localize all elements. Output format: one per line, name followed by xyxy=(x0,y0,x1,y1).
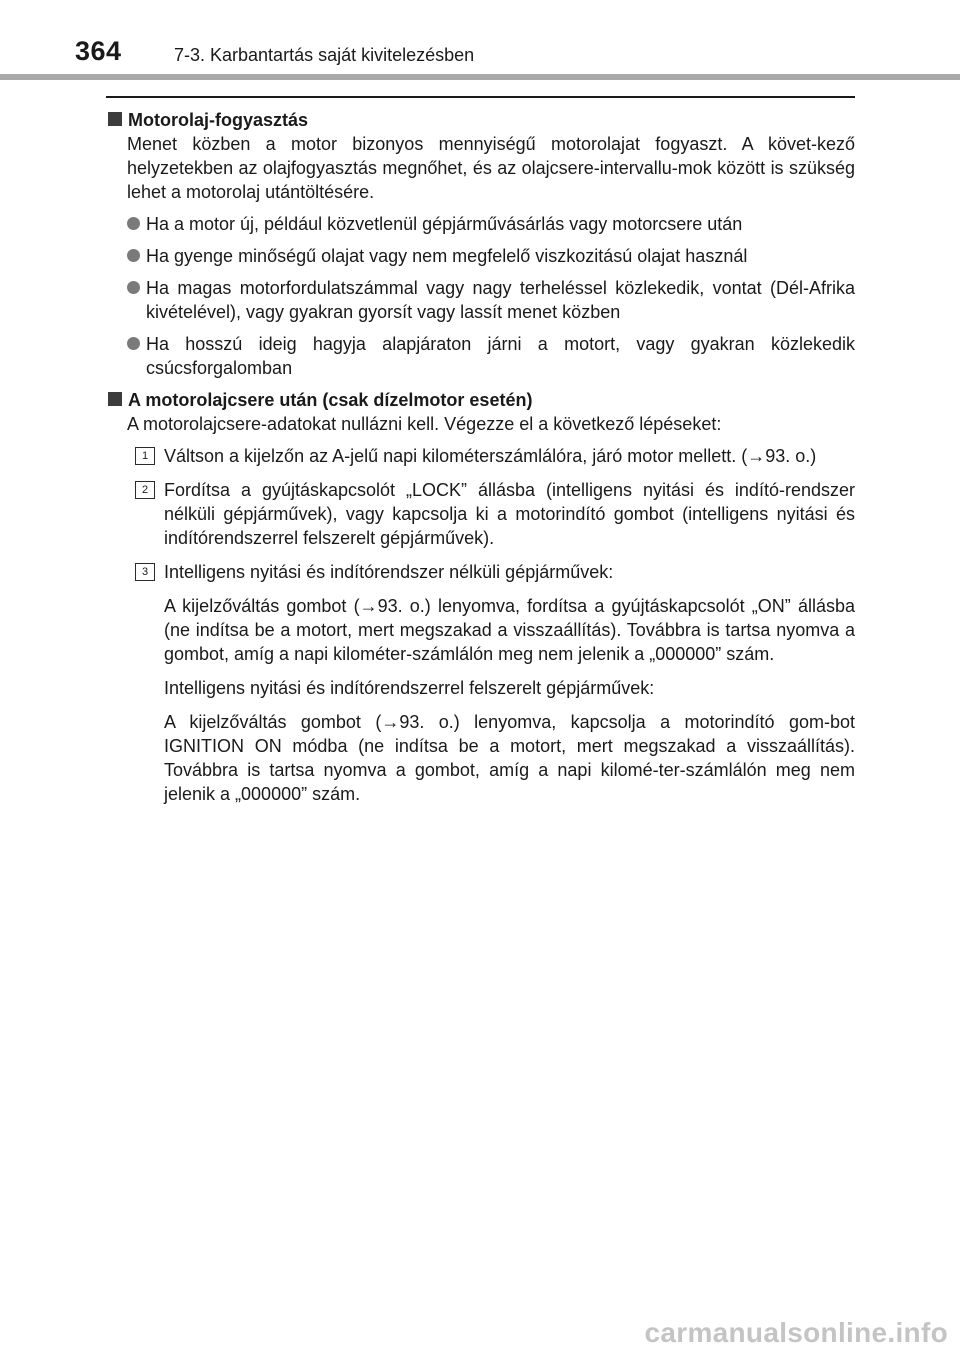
step-body xyxy=(164,444,855,468)
list-item-text: Ha a motor új, például közvetlenül gépjárművásárlás vagy motorcsere után xyxy=(146,214,743,234)
section-intro: Menet közben a motor bizonyos mennyiségű motorolajat fogyaszt. A követ-kező helyzetekben az olajfogyasztás megnőhet, és az olajcsere-intervallu-mok között is szükség lehet a motorolaj utántöltésére. xyxy=(127,134,855,202)
step-number-box: 3 xyxy=(135,563,155,581)
section-oil-consumption xyxy=(106,108,855,380)
step-item xyxy=(135,478,855,550)
bullet-list xyxy=(106,212,855,380)
list-item-text: Ha hosszú ideig hagyja alapjáraton járni a motort, vagy gyakran közlekedik csúcsforgalomban xyxy=(146,334,855,378)
round-bullet-icon xyxy=(127,281,140,294)
list-item xyxy=(127,276,855,324)
step-list xyxy=(106,444,855,806)
page-content xyxy=(106,108,855,816)
page-header xyxy=(0,0,960,80)
list-item-text: Ha magas motorfordulatszámmal vagy nagy terheléssel közlekedik, vontat (Dél-Afrika kivételével), vagy gyakran gyorsít vagy lassít menet közben xyxy=(146,278,855,322)
section-intro: A motorolajcsere-adatokat nullázni kell. Végezze el a következő lépéseket: xyxy=(127,414,722,434)
header-rule xyxy=(0,74,960,80)
step-number-box: 2 xyxy=(135,481,155,499)
square-bullet-icon xyxy=(108,112,122,126)
list-item-text: Ha gyenge minőségű olajat vagy nem megfelelő viszkozitású olajat használ xyxy=(146,246,748,266)
section-heading xyxy=(106,388,855,412)
step-text: Intelligens nyitási és indítórendszer nélküli gépjárművek: xyxy=(164,562,614,582)
step-text: Intelligens nyitási és indítórendszerrel felszerelt gépjárművek: xyxy=(164,678,655,698)
section-heading xyxy=(106,108,855,132)
page-number: 364 xyxy=(75,36,122,66)
section-title: Motorolaj-fogyasztás xyxy=(128,110,309,130)
chapter-title: 7-3. Karbantartás saját kivitelezésben xyxy=(174,45,475,65)
section-title: A motorolajcsere után (csak dízelmotor esetén) xyxy=(128,390,533,410)
step-text: Fordítsa a gyújtáskapcsolót „LOCK” állásba (intelligens nyitási és indító-rendszer nélküli gépjárművek), vagy kapcsolja ki a motorindító gombot (intelligens nyitási és indítórendszerrel felszerelt gépjárművek). xyxy=(164,480,855,548)
step-item xyxy=(135,560,855,806)
step-text: A kijelzőváltás gombot (→93. o.) lenyomva, kapcsolja a motorindító gom-bot IGNITION ON módba (ne indítsa be a motort, mert megszakad a visszaállítás). Továbbra is tartsa nyomva a gombot, amíg a napi kilomé-ter-számlálón meg nem jelenik a „000000” szám. xyxy=(164,712,855,804)
list-item xyxy=(127,244,855,268)
watermark: carmanualsonline.info xyxy=(644,1317,948,1348)
step-number-box: 1 xyxy=(135,447,155,465)
list-item xyxy=(127,212,855,236)
step-item xyxy=(135,444,855,468)
step-text: A kijelzőváltás gombot (→93. o.) lenyomva, fordítsa a gyújtáskapcsolót „ON” állásba (ne indítsa be a motort, mert megszakad a visszaállítás). Továbbra is tartsa nyomva a gombot, amíg a napi kilométer-számlálón meg nem jelenik a „000000” szám. xyxy=(164,596,855,664)
section-after-oil-change xyxy=(106,388,855,806)
content-top-rule xyxy=(106,96,855,98)
round-bullet-icon xyxy=(127,337,140,350)
round-bullet-icon xyxy=(127,217,140,230)
square-bullet-icon xyxy=(108,392,122,406)
step-body xyxy=(164,478,855,550)
round-bullet-icon xyxy=(127,249,140,262)
step-body xyxy=(164,560,855,806)
step-text: Váltson a kijelzőn az A-jelű napi kilométerszámlálóra, járó motor mellett. (→93. o.) xyxy=(164,446,817,466)
list-item xyxy=(127,332,855,380)
